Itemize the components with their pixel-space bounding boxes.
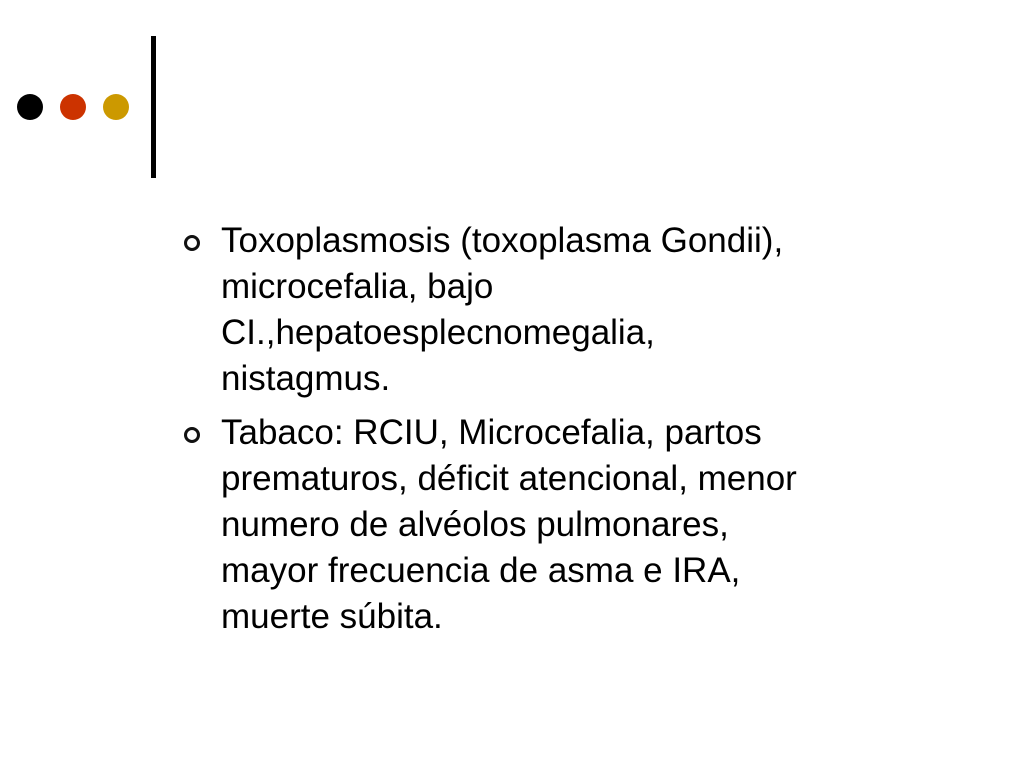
bullet-item-toxoplasmosis — [184, 218, 984, 402]
bullet-text-line: muerte súbita. — [221, 597, 443, 636]
decorative-dot-red — [60, 94, 86, 120]
bullet-list — [184, 218, 984, 648]
bullet-text-line: Toxoplasmosis (toxoplasma Gondii), — [221, 221, 784, 260]
decorative-dot-gold — [103, 94, 129, 120]
bullet-text-line: mayor frecuencia de asma e IRA, — [221, 551, 741, 590]
bullet-text-line: microcefalia, bajo — [221, 267, 494, 306]
decorative-dot-black — [17, 94, 43, 120]
bullet-text-line: CI.,hepatoesplecnomegalia, — [221, 313, 655, 352]
bullet-text-line: prematuros, déficit atencional, menor — [221, 459, 797, 498]
vertical-divider — [151, 36, 156, 178]
bullet-item-tabaco — [184, 410, 984, 640]
bullet-ring-icon — [184, 427, 200, 443]
bullet-text-line: Tabaco: RCIU, Microcefalia, partos — [221, 413, 762, 452]
bullet-ring-icon — [184, 235, 200, 251]
bullet-text-line: nistagmus. — [221, 359, 391, 398]
bullet-text-line: numero de alvéolos pulmonares, — [221, 505, 729, 544]
